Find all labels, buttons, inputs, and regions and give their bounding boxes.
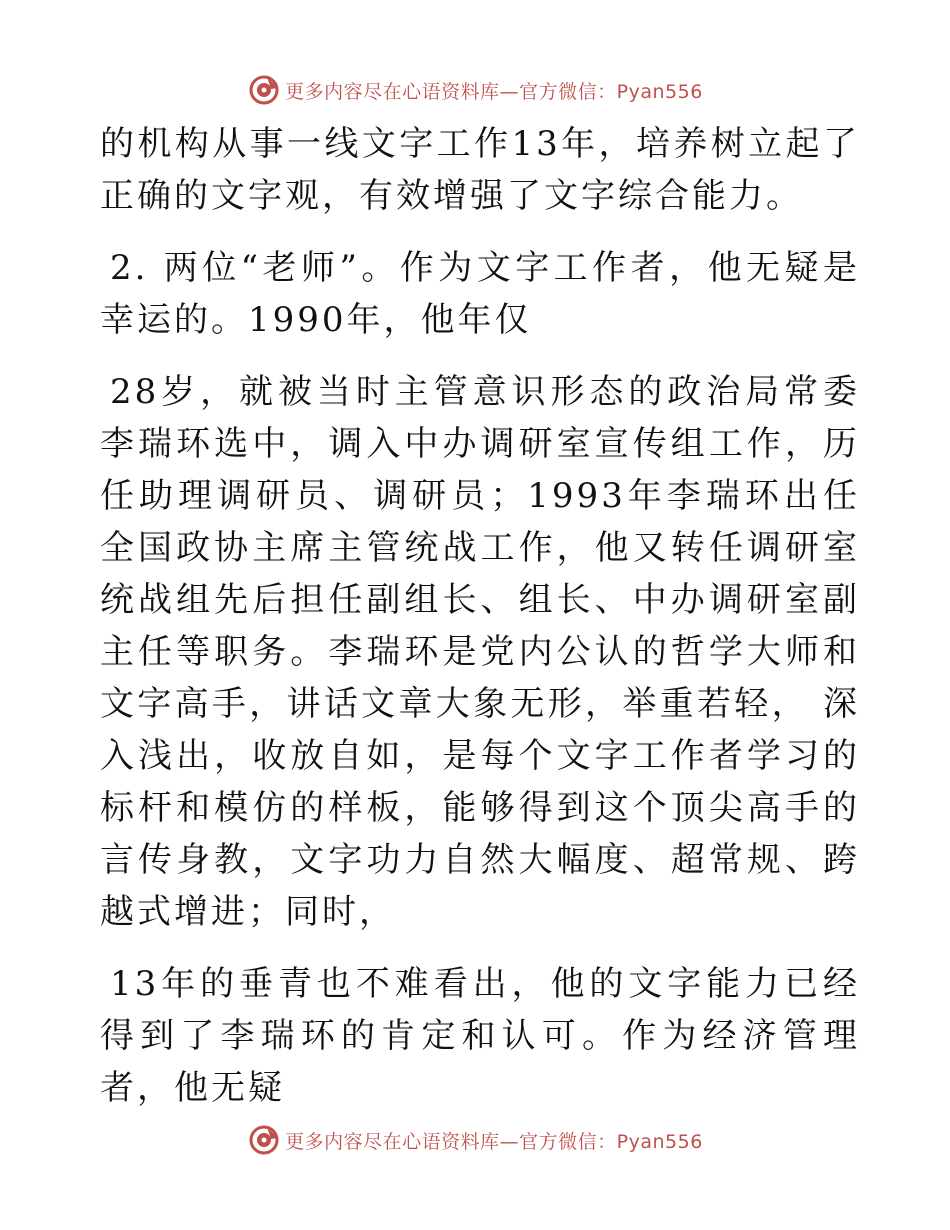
paragraph-1: 的机构从事一线文字工作13年，培养树立起了正确的文字观，有效增强了文字综合能力。 bbox=[100, 124, 860, 216]
paragraph-2: 2. 两位“老师”。作为文字工作者，他无疑是幸运的。1990年，他年仅 bbox=[100, 248, 860, 340]
footer-watermark bbox=[0, 1120, 950, 1160]
paragraph-4: 13年的垂青也不难看出，他的文字能力已经得到了李瑞环的肯定和认可。作为经济管理者，他无疑 bbox=[100, 964, 860, 1108]
watermark-text: 更多内容尽在心语资料库—官方微信：Pyan556 bbox=[285, 80, 703, 103]
pen-nib-logo-icon bbox=[247, 1123, 281, 1157]
pen-nib-logo-icon bbox=[247, 73, 281, 107]
header-watermark bbox=[0, 70, 950, 110]
watermark-text: 更多内容尽在心语资料库—官方微信：Pyan556 bbox=[285, 1130, 703, 1153]
paragraph-3: 28岁，就被当时主管意识形态的政治局常委李瑞环选中，调入中办调研室宣传组工作，历任助理调研员、调研员；1993年李瑞环出任全国政协主席主管统战工作，他又转任调研室统战组先后担任副组长、组长、中办调研室副主任等职务。李瑞环是党内公认的哲学大师和文字高手，讲话文章大象无形，举重若轻， 深入浅出，收放自如，是每个文字工作者学习的标杆和模仿的样板，能够得到这个顶尖高手的言传身教，文字功力自然大幅度、超常规、跨越式增进；同时， bbox=[100, 372, 860, 932]
document-body bbox=[100, 118, 860, 1134]
